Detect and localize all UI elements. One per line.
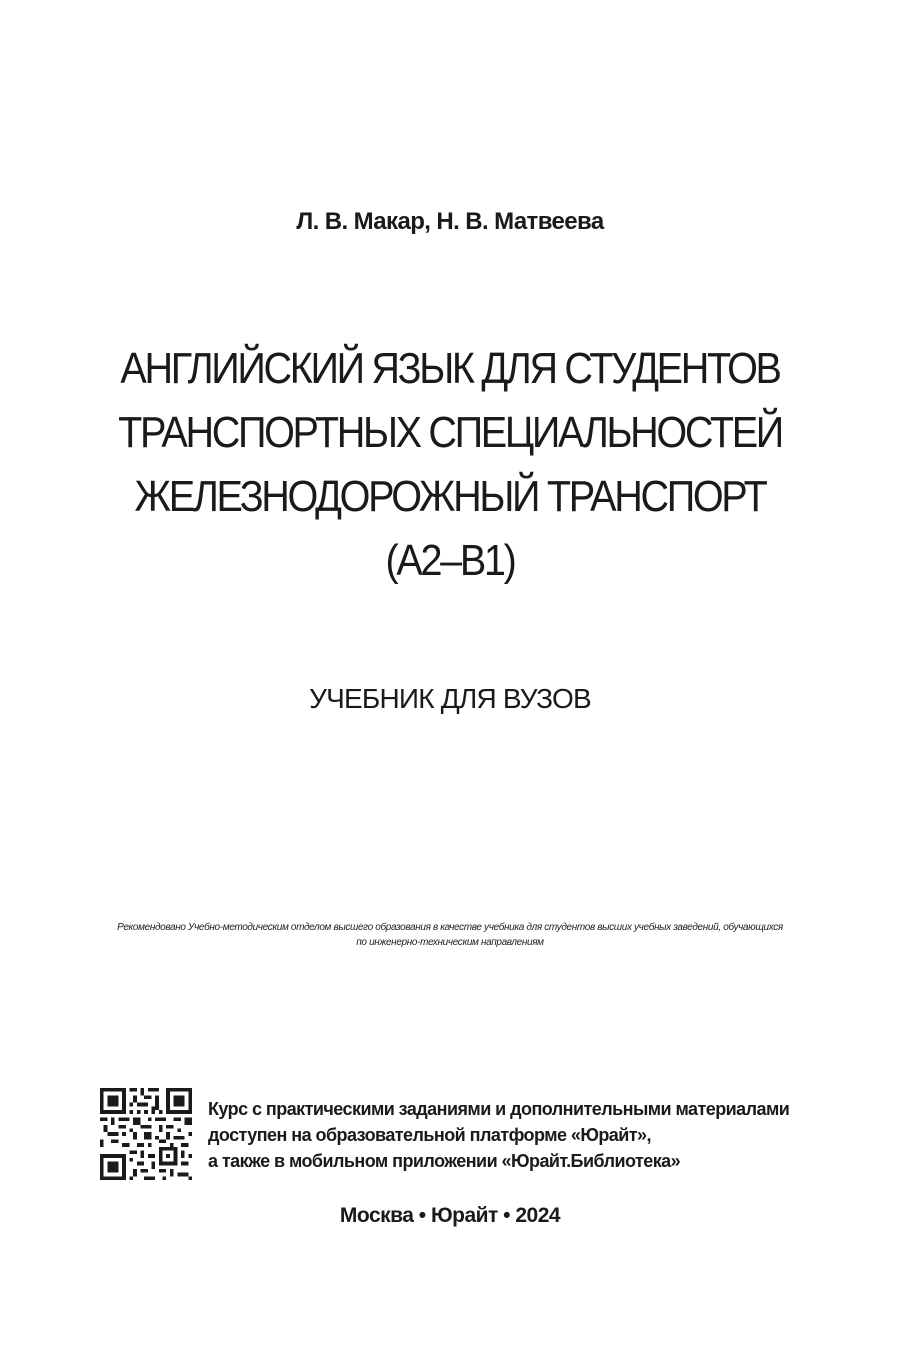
recommendation-line: по инженерно-техническим направлениям <box>356 937 544 948</box>
qr-code-icon[interactable] <box>100 1088 192 1180</box>
course-info-line: Курс с практическими заданиями и дополнительными материалами <box>208 1099 790 1119</box>
book-subtitle: УЧЕБНИК ДЛЯ ВУЗОВ <box>309 683 591 714</box>
title-line: АНГЛИЙСКИЙ ЯЗЫК ДЛЯ СТУДЕНТОВ <box>120 344 780 393</box>
course-info-line: а также в мобильном приложении «Юрайт.Библиотека» <box>208 1151 681 1171</box>
course-info <box>208 1096 789 1174</box>
title-line: ЖЕЛЕЗНОДОРОЖНЫЙ ТРАНСПОРТ <box>134 472 766 521</box>
book-title <box>45 337 855 593</box>
recommendation-line: Рекомендовано Учебно-методическим отделом высшего образования в качестве учебника для студентов высших учебных заведений, обучающихся <box>117 922 783 933</box>
authors: Л. В. Макар, Н. В. Матвеева <box>296 208 604 235</box>
recommendation-note <box>0 920 900 950</box>
course-info-line: доступен на образовательной платформе «Юрайт», <box>208 1125 651 1145</box>
publisher-imprint: Москва • Юрайт • 2024 <box>339 1204 561 1227</box>
title-line: (A2–B1) <box>385 536 515 585</box>
title-line: ТРАНСПОРТНЫХ СПЕЦИАЛЬНОСТЕЙ <box>118 408 782 457</box>
